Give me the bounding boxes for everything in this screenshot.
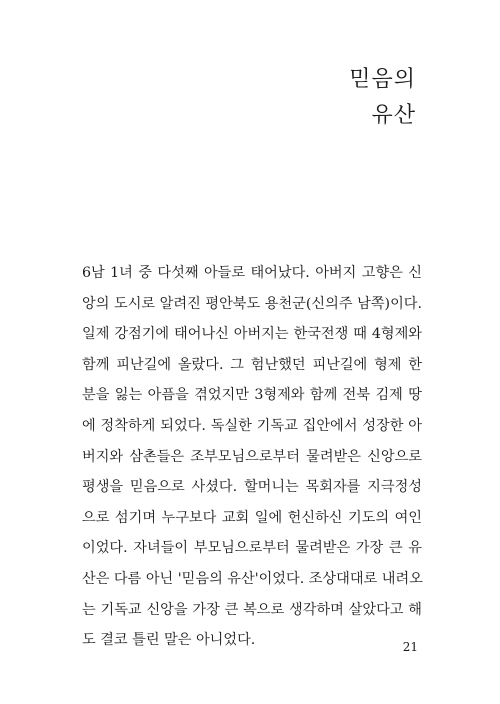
chapter-title-line-1: 믿음의 (349, 67, 416, 92)
page-number: 21 (402, 640, 418, 654)
body-line: 버지와 삼촌들은 조부모님으로부터 물려받은 신앙으로 (82, 448, 422, 465)
body-line: 앙의 도시로 알려진 평안북도 용천군(신의주 남쪽)이다. (82, 295, 422, 312)
body-line: 산은 다름 아닌 '믿음의 유산'이었다. 조상대대로 내려오 (82, 570, 423, 587)
body-line: 에 정착하게 되었다. 독실한 기독교 집안에서 성장한 아 (82, 417, 422, 434)
body-line: 평생을 믿음으로 사셨다. 할머니는 목회자를 지극정성 (82, 479, 422, 496)
body-line: 도 결코 틀린 말은 아니었다. (82, 632, 256, 649)
body-line: 는 기독교 신앙을 가장 큰 복으로 생각하며 살았다고 해 (82, 601, 422, 618)
body-line: 이었다. 자녀들이 부모님으로부터 물려받은 가장 큰 유 (82, 540, 422, 557)
body-line: 일제 강점기에 태어나신 아버지는 한국전쟁 때 4형제와 (82, 326, 422, 343)
body-line: 으로 섬기며 누구보다 교회 일에 헌신하신 기도의 여인 (82, 509, 422, 526)
chapter-title (349, 62, 416, 134)
chapter-title-line-2: 유산 (371, 103, 416, 128)
body-paragraph (82, 258, 422, 656)
body-line: 분을 잃는 아픔을 겪었지만 3형제와 함께 전북 김제 땅 (82, 387, 422, 404)
body-line: 6남 1녀 중 다섯째 아들로 태어났다. 아버지 고향은 신 (82, 265, 422, 281)
body-line: 함께 피난길에 올랐다. 그 험난했던 피난길에 형제 한 (82, 356, 422, 373)
